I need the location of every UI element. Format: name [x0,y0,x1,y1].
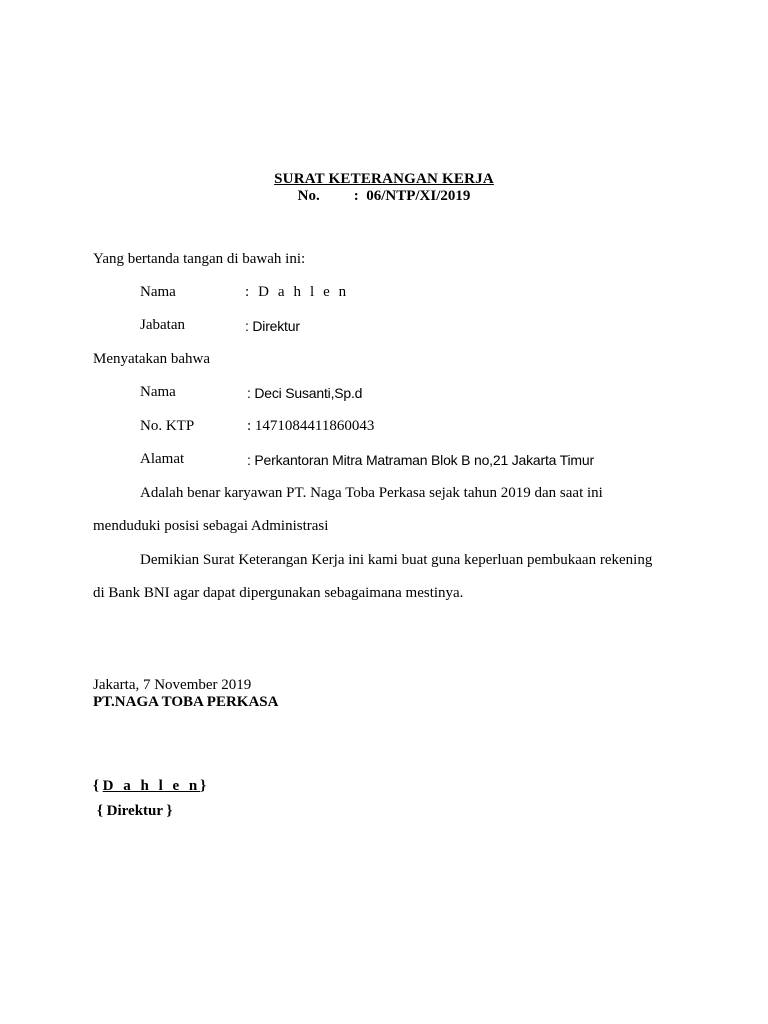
employee-address-label: Alamat [140,451,185,467]
employee-ktp-value: : 1471084411860043 [247,418,375,434]
signer-position-value: : Direktur [245,318,300,334]
letter-number [0,188,768,205]
number-label: No. [297,188,320,204]
employee-name-value: : Deci Susanti,Sp.d [247,385,363,401]
signer-name-label: Nama [140,284,176,300]
number-colon: : [353,188,359,204]
body-para1-line1: Adalah benar karyawan PT. Naga Toba Perkasa sejak tahun 2019 dan saat ini [140,485,603,501]
signature-open-brace: { [93,778,103,794]
company-name: PT.NAGA TOBA PERKASA [93,694,279,710]
body-para1-line2: menduduki posisi sebagai Administrasi [93,518,329,534]
body-para2-line2: di Bank BNI agar dapat dipergunakan sebagaimana mestinya. [93,585,464,601]
signature-close-brace: } [200,778,207,794]
employee-name-label: Nama [140,384,176,400]
signer-name-value: : D a h l e n [245,284,349,300]
signature-name-text: D a h l e n [102,778,201,794]
letter-title: SURAT KETERANGAN KERJA [274,171,494,187]
employee-address-value: : Perkantoran Mitra Matraman Blok B no,21 Jakarta Timur [247,452,594,468]
place-date: Jakarta, 7 November 2019 [93,677,252,693]
employee-ktp-label: No. KTP [140,418,195,434]
body-para2-line1: Demikian Surat Keterangan Kerja ini kami buat guna keperluan pembukaan rekening [140,552,653,568]
signature-title: { Direktur } [97,803,173,819]
intro-line: Yang bertanda tangan di bawah ini: [93,251,306,267]
number-value: 06/NTP/XI/2019 [366,188,471,204]
signer-position-label: Jabatan [140,317,185,333]
signature-name [93,778,206,795]
declare-line: Menyatakan bahwa [93,351,211,367]
